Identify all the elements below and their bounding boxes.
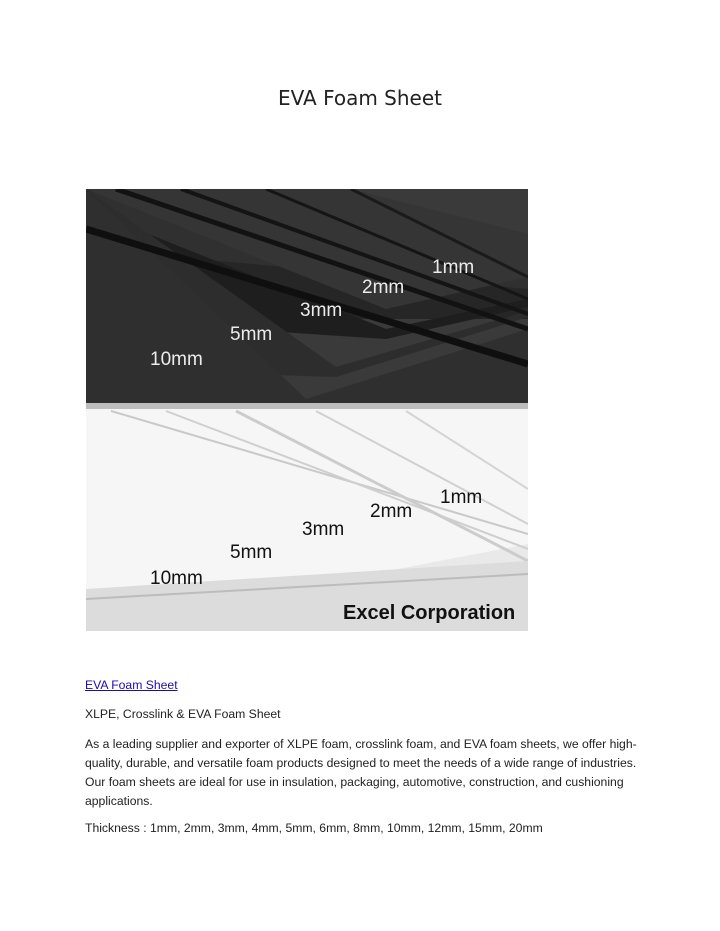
light-label-10mm: 10mm [150, 568, 203, 589]
dark-label-5mm: 5mm [230, 324, 273, 345]
eva-foam-sheet-link[interactable]: EVA Foam Sheet [85, 678, 178, 692]
dark-label-3mm: 3mm [300, 300, 343, 321]
dark-label-10mm: 10mm [150, 349, 203, 370]
foam-sheets-photo [86, 189, 528, 631]
light-label-5mm: 5mm [230, 542, 273, 563]
dark-label-2mm: 2mm [362, 277, 405, 298]
dark-label-1mm: 1mm [432, 257, 475, 278]
subtitle: XLPE, Crosslink & EVA Foam Sheet [85, 707, 281, 721]
light-label-1mm: 1mm [440, 487, 483, 508]
light-label-3mm: 3mm [302, 519, 345, 540]
watermark: Excel Corporation [343, 602, 516, 624]
page-title: EVA Foam Sheet [277, 86, 443, 110]
description-paragraph: As a leading supplier and exporter of XLPE foam, crosslink foam, and EVA foam sheets, we offer high-quality, durable, and versatile foam products designed to meet the needs of a wide range of industries. Our foam sheets are ideal for use in insulation, packaging, automotive, construction, and cushioning applications. [85, 737, 637, 808]
light-label-2mm: 2mm [370, 501, 413, 522]
thickness-line: Thickness : 1mm, 2mm, 3mm, 4mm, 5mm, 6mm, 8mm, 10mm, 12mm, 15mm, 20mm [85, 821, 543, 835]
